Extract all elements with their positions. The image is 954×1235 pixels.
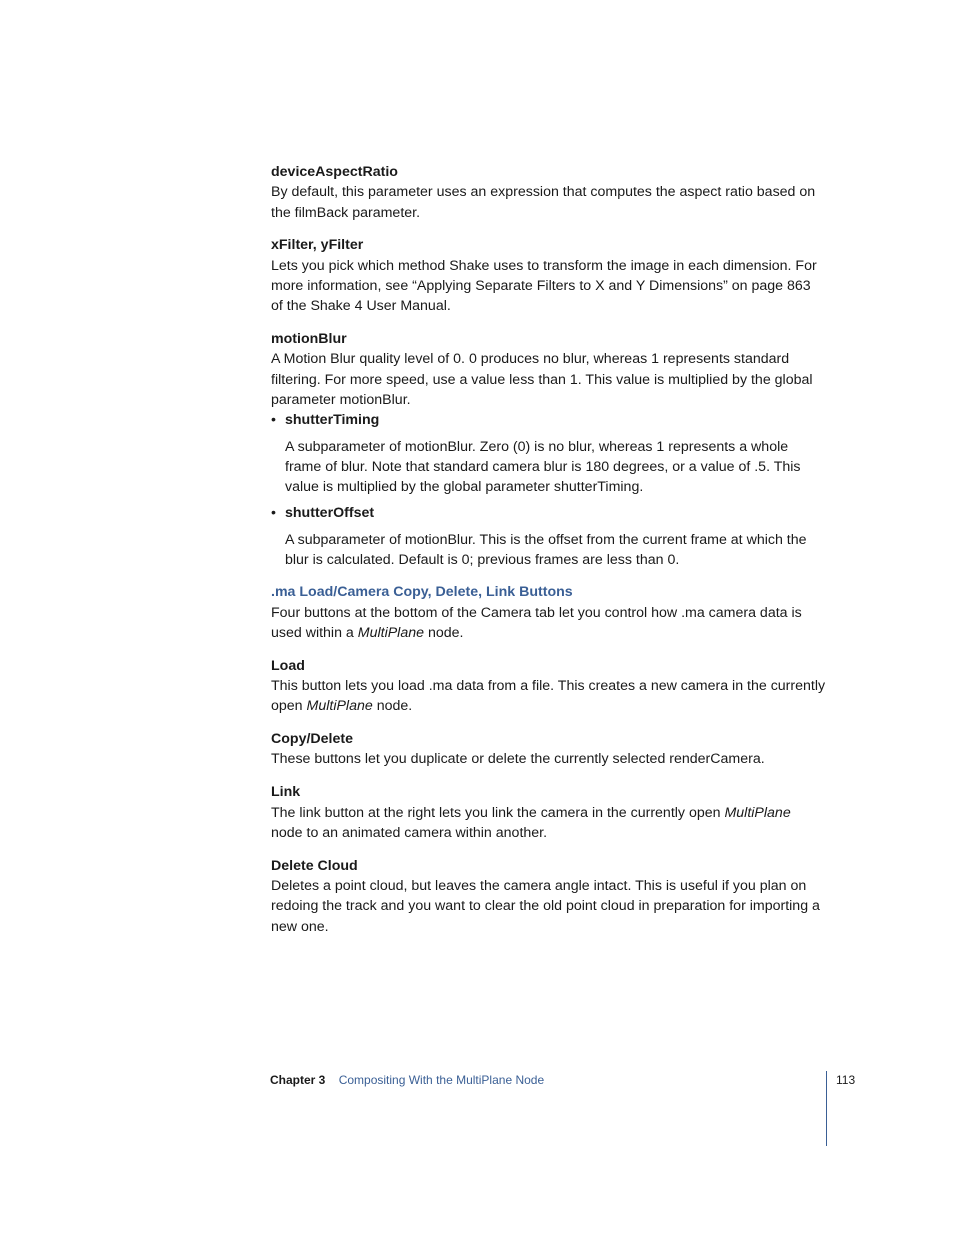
param-description: The link button at the right lets you link the camera in the currently open MultiPlane node to an animated camera within another. <box>271 804 791 841</box>
param-description: This button lets you load .ma data from a file. This creates a new camera in the currently open MultiPlane node. <box>271 678 826 715</box>
param-title: deviceAspectRatio <box>271 164 398 180</box>
param-description: These buttons let you duplicate or delete the currently selected renderCamera. <box>271 751 765 768</box>
param-device-aspect-ratio <box>271 162 826 223</box>
param-description: Deletes a point cloud, but leaves the camera angle intact. This is useful if you plan on redoing the track and you want to clear the old point cloud in preparation for importing a new one. <box>271 877 820 935</box>
section-ma-buttons <box>271 582 826 643</box>
section-heading: .ma Load/Camera Copy, Delete, Link Buttons <box>271 584 573 601</box>
sub-param-description: A subparameter of motionBlur. Zero (0) is no blur, whereas 1 represents a whole frame of blur. Note that standard camera blur is 180 degrees, or a value of .5. This value is multiplied by the global parameter shutterTiming. <box>285 438 801 496</box>
param-title: xFilter, yFilter <box>271 237 364 254</box>
sub-param-title: shutterTiming <box>285 412 380 429</box>
footer-divider <box>826 1071 827 1146</box>
param-title: Copy/Delete <box>271 731 353 748</box>
param-title: motionBlur <box>271 331 347 348</box>
param-description: A Motion Blur quality level of 0. 0 produces no blur, whereas 1 represents standard filtering. For more speed, use a value less than 1. This value is multiplied by the global parameter motionBlur. <box>271 351 813 408</box>
section-intro: Four buttons at the bottom of the Camera tab let you control how .ma camera data is used within a MultiPlane node. <box>271 604 802 641</box>
page-footer <box>270 1071 870 1089</box>
param-description: By default, this parameter uses an expression that computes the aspect ratio based on the filmBack parameter. <box>271 184 816 221</box>
chapter-title: Compositing With the MultiPlane Node <box>338 1073 545 1087</box>
sub-param-description: A subparameter of motionBlur. This is the offset from the current frame at which the blur is calculated. Default is 0; previous frames are less than 0. <box>285 531 807 569</box>
param-title: Link <box>271 784 301 801</box>
page-number: 113 <box>836 1073 856 1087</box>
page-content <box>271 162 826 949</box>
button-delete-cloud <box>271 856 826 937</box>
bullet-icon: • <box>271 412 276 429</box>
param-title: Load <box>271 657 305 674</box>
param-description: Lets you pick which method Shake uses to transform the image in each dimension. For more information, see “Applying Separate Filters to X and Y Dimensions” on page 863 of the Shake 4 User Manual. <box>271 257 817 315</box>
sub-param-shutter-timing <box>271 410 826 430</box>
param-motion-blur <box>271 329 826 570</box>
chapter-label: Chapter 3 <box>270 1073 326 1087</box>
param-title: Delete Cloud <box>271 857 358 874</box>
button-load <box>271 656 826 717</box>
sub-param-title: shutterOffset <box>285 505 375 522</box>
sub-param-shutter-offset <box>271 503 826 523</box>
bullet-icon: • <box>271 505 276 522</box>
button-link <box>271 782 826 843</box>
param-xfilter-yfilter <box>271 235 826 316</box>
button-copy-delete <box>271 729 826 770</box>
